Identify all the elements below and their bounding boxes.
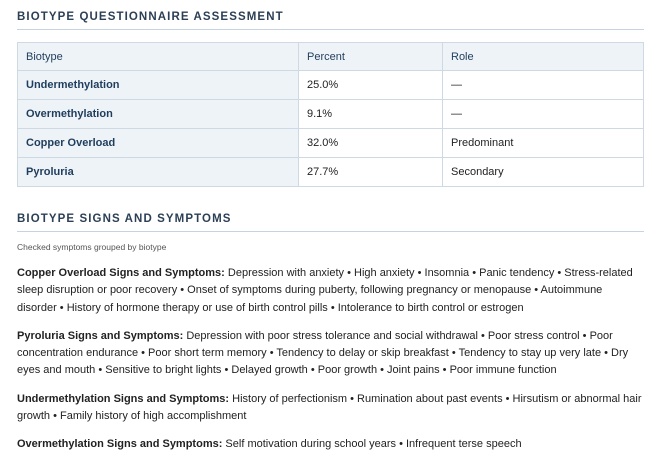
symptom-group-label: Undermethylation Signs and Symptoms: bbox=[17, 392, 230, 405]
role-cell: Predominant bbox=[443, 129, 644, 158]
symptom-group-copper bbox=[17, 265, 644, 317]
symptom-group-text: History of perfectionism • Rumination about past events • Hirsutism or abnormal hair growth • Family history of high accomplishment bbox=[17, 392, 642, 423]
symptom-group-text: Depression with anxiety • High anxiety • Insomnia • Panic tendency • Stress-related sleep disruption or poor recovery • Onset of symptoms during puberty, following pregnancy or menopause • Autoimmune disorder • History of hormone therapy or use of birth control pills • Intolerance to birth control or estrogen bbox=[17, 267, 633, 314]
symptom-group-text: Depression with poor stress tolerance and social withdrawal • Poor stress control • Poor concentration endurance • Poor short term memory • Tendency to delay or skip breakfast • Tendency to stay up very late • Dry eyes and mouth • Sensitive to bright lights • Delayed growth • Poor growth • Joint pains • Poor immune function bbox=[17, 329, 629, 377]
percent-cell: 27.7% bbox=[299, 158, 443, 187]
percent-cell: 9.1% bbox=[299, 100, 443, 129]
role-cell: Secondary bbox=[443, 158, 644, 187]
symptom-group-label: Copper Overload Signs and Symptoms: bbox=[17, 267, 225, 279]
column-header-biotype: Biotype bbox=[18, 43, 299, 71]
biotype-cell: Copper Overload bbox=[18, 129, 299, 158]
symptom-group-label: Pyroluria Signs and Symptoms: bbox=[17, 329, 184, 342]
table-row bbox=[18, 100, 644, 129]
symptoms-section-title: BIOTYPE SIGNS AND SYMPTOMS bbox=[17, 213, 644, 232]
column-header-role: Role bbox=[443, 43, 644, 71]
biotype-cell: Overmethylation bbox=[18, 100, 299, 129]
role-cell: — bbox=[443, 100, 644, 129]
symptom-group-label: Overmethylation Signs and Symptoms: bbox=[17, 438, 223, 451]
biotype-cell: Pyroluria bbox=[18, 158, 299, 187]
percent-cell: 32.0% bbox=[299, 129, 443, 158]
column-header-percent: Percent bbox=[299, 43, 443, 71]
role-cell: — bbox=[443, 71, 644, 100]
biotype-table bbox=[17, 42, 644, 187]
assessment-section-title: BIOTYPE QUESTIONNAIRE ASSESSMENT bbox=[17, 0, 644, 30]
symptoms-subtitle: Checked symptoms grouped by biotype bbox=[17, 242, 167, 252]
table-row bbox=[18, 71, 644, 100]
table-row bbox=[18, 158, 644, 187]
table-header-row bbox=[18, 43, 644, 71]
biotype-cell: Undermethylation bbox=[18, 71, 299, 100]
symptom-group-pyroluria bbox=[17, 328, 644, 380]
symptom-group-overmethylation bbox=[17, 436, 644, 453]
percent-cell: 25.0% bbox=[299, 71, 443, 100]
symptom-group-text: Self motivation during school years • Infrequent terse speech bbox=[222, 438, 522, 451]
table-row bbox=[18, 129, 644, 158]
symptom-group-undermethylation bbox=[17, 391, 644, 426]
